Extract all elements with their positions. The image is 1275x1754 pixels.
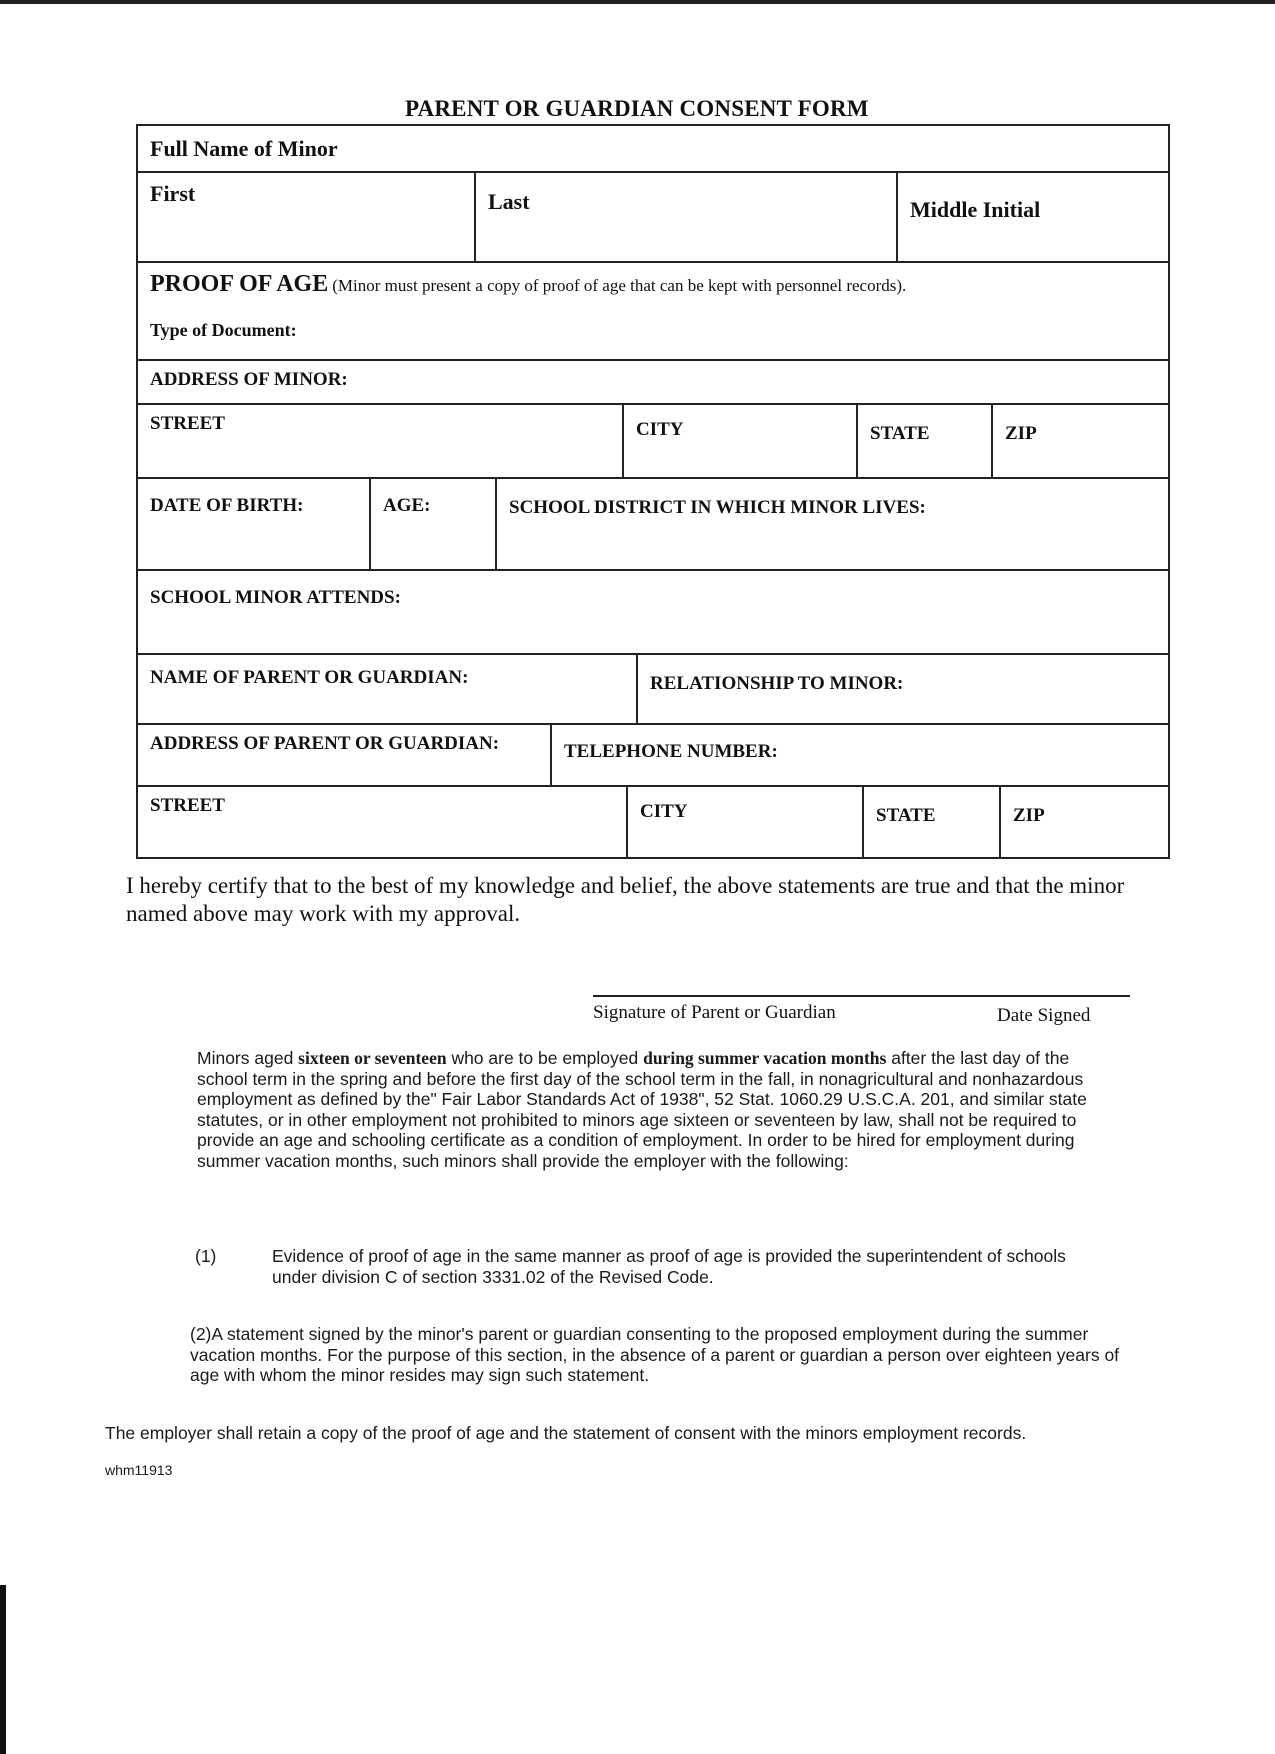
telephone-field[interactable] [552, 725, 1168, 785]
parent-name-field[interactable] [138, 655, 638, 723]
relationship-field[interactable] [638, 655, 1168, 723]
school-attends-label: SCHOOL MINOR ATTENDS: [150, 587, 401, 608]
address-of-minor-label: ADDRESS OF MINOR: [150, 369, 348, 390]
parent-city-field[interactable] [628, 787, 864, 857]
item-1-text: Evidence of proof of age in the same manner as proof of age is provided the superintendent of schools under division C of section 3331.02 of the Revised Code. [272, 1246, 1066, 1287]
minor-zip-field[interactable] [993, 405, 1168, 477]
school-district-label: SCHOOL DISTRICT IN WHICH MINOR LIVES: [509, 497, 926, 518]
minor-city-field[interactable] [624, 405, 858, 477]
certification-statement: I hereby certify that to the best of my knowledge and belief, the above statements are true and that the minor named above may work with my approval. [126, 873, 1125, 926]
page-top-edge [0, 0, 1275, 4]
parent-street-row [138, 787, 1168, 859]
consent-form-table [136, 124, 1170, 859]
page-left-edge [0, 1585, 6, 1754]
parent-zip-field[interactable] [1001, 787, 1168, 857]
item-1-number: (1) [195, 1246, 217, 1266]
parent-city-label: CITY [640, 801, 688, 822]
legal-text-2: who are to be employed [446, 1048, 644, 1068]
middle-initial-field[interactable] [898, 173, 1168, 261]
last-name-field[interactable] [476, 173, 898, 261]
parent-address-label: ADDRESS OF PARENT OR GUARDIAN: [150, 733, 500, 754]
relationship-label: RELATIONSHIP TO MINOR: [650, 673, 904, 694]
age-label: AGE: [383, 495, 431, 516]
signature-line[interactable] [593, 995, 1130, 997]
address-of-minor-row [138, 361, 1168, 405]
item-2-text: (2)A statement signed by the minor's parent or guardian consenting to the proposed employment during the summer vacation months. For the purpose of this section, in the absence of a parent or guardian a person over eighteen years of age with whom the minor resides may sign such statement. [190, 1324, 1120, 1385]
name-fields-row [138, 173, 1168, 263]
legal-paragraph [197, 1048, 1122, 1171]
minor-street-label: STREET [150, 413, 225, 434]
legal-bold-months: during summer vacation months [643, 1048, 887, 1068]
parent-state-label: STATE [876, 805, 936, 826]
legal-bold-ages: sixteen or seventeen [298, 1048, 447, 1068]
school-attends-row [138, 571, 1168, 655]
legal-text-3: after the last day of the school term in the spring and before the first day of the school term in the fall, in nonagricultural and nonhazardous employment as defined by the" Fair Labor Standards Act of 1938", 52 Stat. 1060.29 U.S.C.A. 201, and similar state statutes, or in other employment not prohibited to minors age sixteen or seventeen by law, shall not be required to provide an age and schooling certificate as a condition of employment. In order to be hired for employment during summer vacation months, such minors shall provide the employer with the following: [197, 1048, 1087, 1171]
minor-state-field[interactable] [858, 405, 993, 477]
minor-street-row [138, 405, 1168, 479]
minor-state-label: STATE [870, 423, 930, 444]
parent-state-field[interactable] [864, 787, 1001, 857]
first-name-field[interactable] [138, 173, 476, 261]
parent-address-row [138, 725, 1168, 787]
date-of-birth-field[interactable] [138, 479, 371, 569]
minor-street-field[interactable] [138, 405, 624, 477]
minor-city-label: CITY [636, 419, 684, 440]
date-of-birth-label: DATE OF BIRTH: [150, 495, 304, 516]
age-field[interactable] [371, 479, 497, 569]
parent-zip-label: ZIP [1013, 805, 1045, 826]
school-district-field[interactable] [497, 479, 1168, 569]
parent-street-label: STREET [150, 795, 225, 816]
full-name-row [138, 126, 1168, 173]
signature-label: Signature of Parent or Guardian [593, 1002, 836, 1023]
type-of-document-label: Type of Document: [150, 320, 297, 340]
parent-name-row [138, 655, 1168, 725]
dob-row [138, 479, 1168, 571]
parent-address-field[interactable] [138, 725, 552, 785]
retention-statement: The employer shall retain a copy of the proof of age and the statement of consent with the minors employment records. [105, 1423, 1027, 1443]
proof-of-age-note: (Minor must present a copy of proof of age that can be kept with personnel records). [332, 276, 907, 295]
last-name-label: Last [488, 189, 530, 214]
school-attends-field[interactable] [138, 571, 1168, 653]
form-title: PARENT OR GUARDIAN CONSENT FORM [405, 96, 869, 121]
date-signed-label: Date Signed [997, 1005, 1091, 1026]
form-code: whm11913 [105, 1462, 173, 1478]
telephone-label: TELEPHONE NUMBER: [564, 741, 778, 762]
parent-name-label: NAME OF PARENT OR GUARDIAN: [150, 667, 469, 688]
full-name-label: Full Name of Minor [150, 136, 338, 161]
minor-zip-label: ZIP [1005, 423, 1037, 444]
legal-text-1: Minors aged [197, 1048, 299, 1068]
first-name-label: First [150, 181, 196, 206]
proof-of-age-label: PROOF OF AGE [150, 271, 329, 297]
parent-street-field[interactable] [138, 787, 628, 857]
proof-of-age-row[interactable] [138, 263, 1168, 361]
middle-initial-label: Middle Initial [910, 197, 1041, 222]
